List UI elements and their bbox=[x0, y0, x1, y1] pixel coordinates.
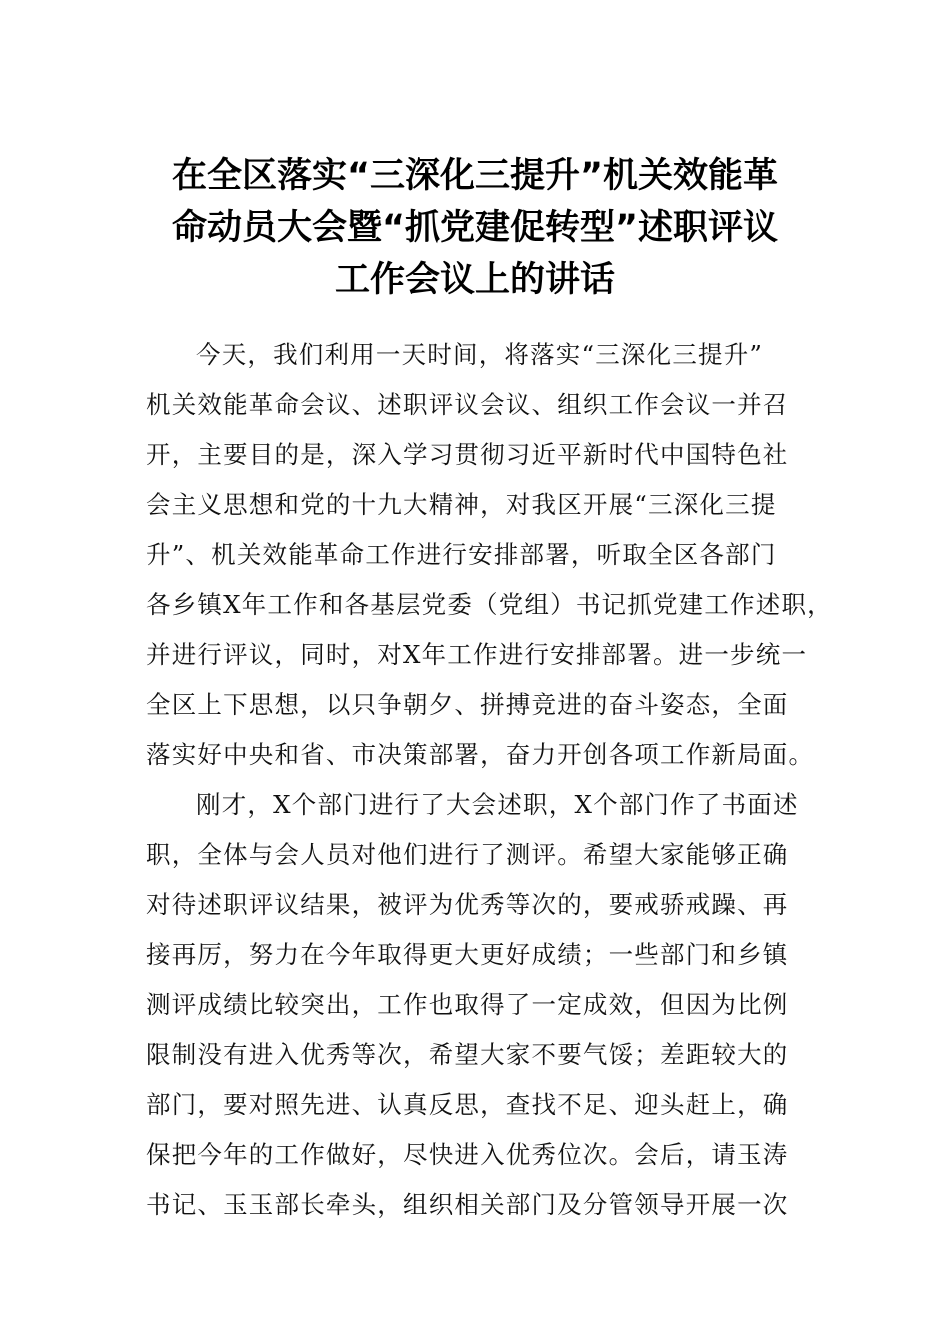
text-line: 书记、玉玉部长牵头，组织相关部门及分管领导开展一次 bbox=[146, 1190, 789, 1219]
text-line: 今天，我们利用一天时间，将落实“三深化三提升” bbox=[196, 340, 764, 369]
text-line: 并进行评议，同时，对X年工作进行安排部署。进一步统一 bbox=[146, 640, 808, 669]
text-line: 全区上下思想，以只争朝夕、拼搏竞进的奋斗姿态，全面 bbox=[146, 690, 789, 719]
text-line: 开，主要目的是，深入学习贯彻习近平新时代中国特色社 bbox=[146, 440, 789, 469]
paragraph-2 bbox=[146, 780, 816, 1230]
text-line: 刚才，X个部门进行了大会述职，X个部门作了书面述 bbox=[196, 790, 799, 819]
title-line: 在全区落实“三深化三提升”机关效能革 bbox=[171, 156, 778, 196]
text-line: 落实好中央和省、市决策部署，奋力开创各项工作新局面。 bbox=[146, 740, 815, 769]
document-title bbox=[120, 150, 830, 306]
text-line: 机关效能革命会议、述职评议会议、组织工作会议一并召 bbox=[146, 390, 789, 419]
paragraph-1 bbox=[146, 330, 833, 780]
title-line: 工作会议上的讲话 bbox=[334, 260, 615, 300]
text-line: 对待述职评议结果，被评为优秀等次的，要戒骄戒躁、再 bbox=[146, 890, 789, 919]
title-line: 命动员大会暨“抓党建促转型”述职评议 bbox=[171, 208, 778, 248]
text-line: 升”、机关效能革命工作进行安排部署，听取全区各部门 bbox=[146, 540, 777, 569]
document-body bbox=[146, 330, 833, 1230]
text-line: 职，全体与会人员对他们进行了测评。希望大家能够正确 bbox=[146, 840, 789, 869]
text-line: 各乡镇X年工作和各基层党委（党组）书记抓党建工作述职， bbox=[146, 590, 833, 619]
text-line: 接再厉，努力在今年取得更大更好成绩；一些部门和乡镇 bbox=[146, 940, 789, 969]
text-line: 会主义思想和党的十九大精神，对我区开展“三深化三提 bbox=[146, 490, 777, 519]
text-line: 测评成绩比较突出，工作也取得了一定成效，但因为比例 bbox=[146, 990, 789, 1019]
text-line: 保把今年的工作做好，尽快进入优秀位次。会后，请玉涛 bbox=[146, 1140, 789, 1169]
text-line: 限制没有进入优秀等次，希望大家不要气馁；差距较大的 bbox=[146, 1040, 789, 1069]
text-line: 部门，要对照先进、认真反思，查找不足、迎头赶上，确 bbox=[146, 1090, 789, 1119]
